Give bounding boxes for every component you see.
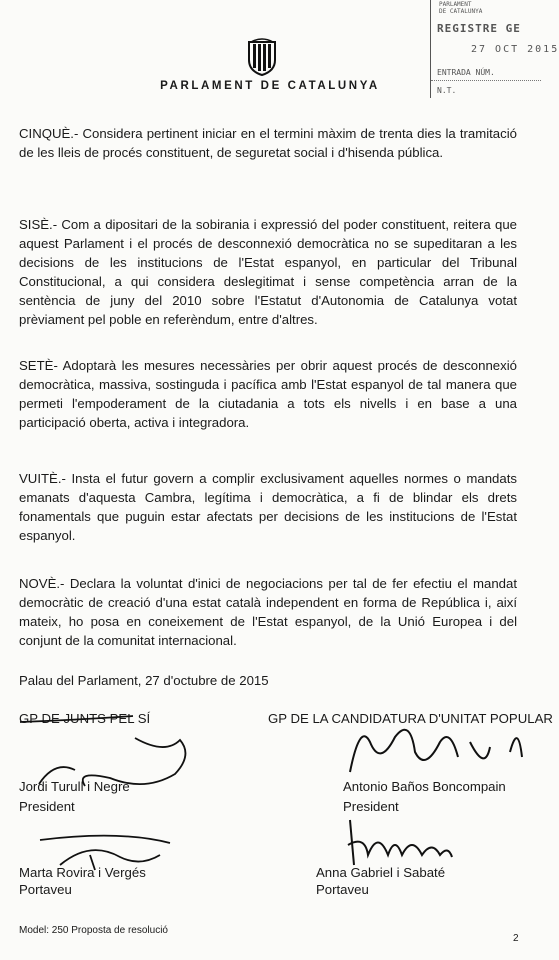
place-date: Palau del Parlament, 27 d'octubre de 2015 (19, 673, 269, 688)
stamp-line: DE CATALUNYA (439, 8, 483, 15)
paragraph-sise: SISÈ.- Com a dipositari de la sobirania i expressió del poder constituent, reitera que aquest Parlament i el procés de desconnexió democràtica no se supeditaran a les decisions de les institucions de l'Estat espanyol, en particular del Tribunal Constitucional, a qui considera deslegitimat i sense competència arran de la sentència de juny del 2010 sobre l'Estatut d'Autonomia de Catalunya votat prèviament pel poble en referèndum, entre d'altres. (19, 217, 517, 327)
registry-stamp (430, 0, 559, 98)
left-spokesperson-name: Marta Rovira i Vergés (19, 865, 146, 880)
paragraph-vuite: VUITÈ.- Insta el futur govern a complir exclusivament aquelles normes o mandats emanats d'aquesta Cambra, legítima i democràtica, a fi de blindar els drets fonamentals que puguin estar afectats per decisions de les institucions de l'Estat espanyol. (19, 471, 517, 543)
footer-model: Model: 250 Proposta de resolució (19, 925, 168, 936)
parliament-crest-icon (247, 38, 277, 76)
stamp-line: ENTRADA NÚM. (437, 68, 495, 77)
right-spokesperson-role: Portaveu (316, 882, 369, 897)
institution-title: PARLAMENT DE CATALUNYA (160, 80, 380, 92)
signature-gabriel (340, 815, 480, 870)
right-spokesperson-name: Anna Gabriel i Sabaté (316, 865, 446, 880)
right-president-name: Antonio Baños Boncompain (343, 779, 506, 794)
paragraph-nove: NOVÈ.- Declara la voluntat d'inici de negociacions per tal de fer efectiu el mandat democràtic de creació d'una estat català independent en forma de República i, així mateix, ho posa en coneixement de l'Estat espanyol, de la Unió Europea i del conjunt de la comunitat internacional. (19, 576, 517, 648)
paragraph-sete: SETÈ- Adoptarà les mesures necessàries per obrir aquest procés de desconnexió democràtica, massiva, sostinguda i pacífica amb l'Estat espanyol de tal manera que permeti l'empoderament de la ciutadania a tots els nivells i en base a una participació oberta, activa i integradora. (19, 358, 517, 430)
page-number: 2 (513, 933, 519, 944)
left-president-name: Jordi Turull i Negre (19, 779, 130, 794)
left-group-name: GP DE JUNTS PEL SÍ (19, 711, 151, 726)
stamp-line: REGISTRE GE (437, 22, 521, 35)
right-president-role: President (343, 799, 399, 814)
stamp-line: PARLAMENT (439, 1, 472, 8)
left-president-role: President (19, 799, 75, 814)
paragraph-cinque: CINQUÈ.- Considera pertinent iniciar en el termini màxim de trenta dies la tramitació de les lleis de procés constituent, de seguretat social i d'hisenda pública. (19, 126, 517, 160)
stamp-line: N.T. (437, 86, 457, 95)
stamp-line: 27 OCT 2015 (471, 44, 559, 55)
signature-banos (340, 712, 540, 782)
right-group-name: GP DE LA CANDIDATURA D'UNITAT POPULAR (268, 711, 553, 726)
left-spokesperson-role: Portaveu (19, 882, 72, 897)
